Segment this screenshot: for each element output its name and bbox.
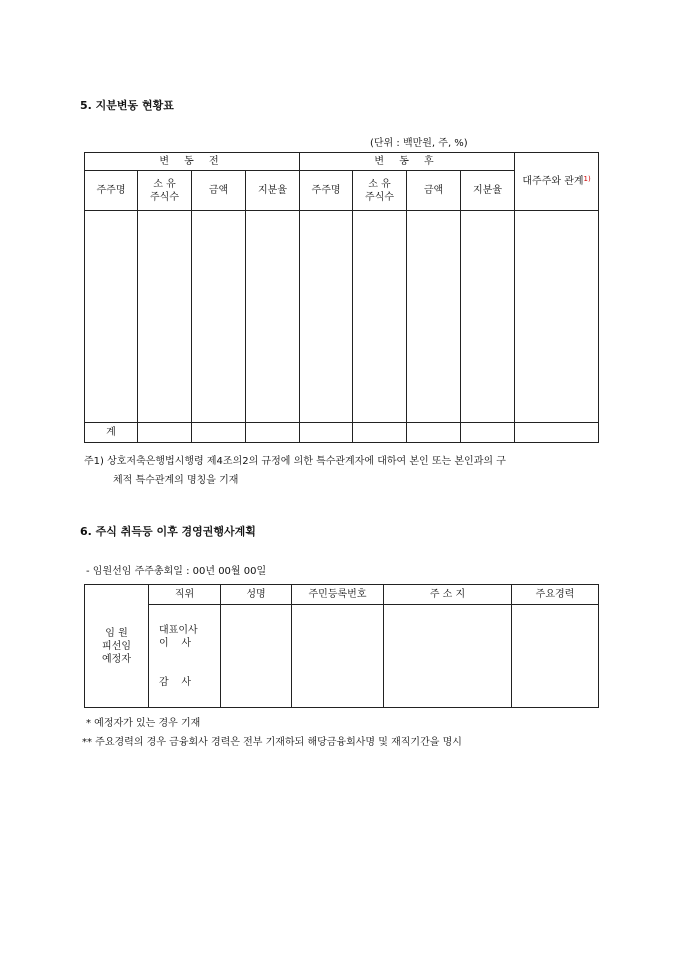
meeting-date-line: - 임원선임 주주총회일 : 00년 00월 00일: [86, 566, 267, 577]
unit-label: (단위 : 백만원, 주, %): [370, 138, 468, 149]
footnote-1-cont: 체적 특수관계의 명칭을 기재: [113, 475, 239, 486]
share-change-table: [84, 152, 599, 443]
total-label: 계: [85, 423, 138, 443]
executive-table: [84, 584, 599, 708]
position-list: 대표이사 이 사 감 사: [149, 605, 221, 708]
note-1: * 예정자가 있는 경우 기재: [86, 718, 201, 729]
col-shareholder: 주주명: [300, 171, 353, 211]
col-amount: 금액: [192, 171, 246, 211]
col-amount: 금액: [407, 171, 461, 211]
after-change-header: 변 동 후: [300, 153, 515, 171]
row-label: 임 원 피선임 예정자: [85, 585, 149, 708]
col-position: 직위: [149, 585, 221, 605]
col-ratio: 지분율: [246, 171, 300, 211]
section6-title: 6. 주식 취득등 이후 경영권행사계획: [80, 525, 256, 538]
col-career: 주요경력: [512, 585, 599, 605]
table-row: [85, 211, 599, 423]
total-row: [85, 423, 599, 443]
before-change-header: 변 동 전: [85, 153, 300, 171]
relation-header: 대주주와 관계$^{1)}$: [515, 153, 599, 211]
col-shares: 소 유 주식수: [138, 171, 192, 211]
col-shareholder: 주주명: [85, 171, 138, 211]
col-resident-number: 주민등록번호: [292, 585, 384, 605]
col-name: 성명: [221, 585, 292, 605]
note-2: ** 주요경력의 경우 금융회사 경력은 전부 기재하되 해당금융회사명 및 재직기간을 명시: [82, 737, 462, 748]
section5-title: 5. 지분변동 현황표: [80, 99, 174, 112]
footnote-1: 주1) 상호저축은행법시행령 제4조의2의 규정에 의한 특수관계자에 대하여 본인 또는 본인과의 구: [84, 456, 506, 467]
col-shares: 소 유 주식수: [353, 171, 407, 211]
col-ratio: 지분율: [461, 171, 515, 211]
col-address: 주 소 지: [384, 585, 512, 605]
